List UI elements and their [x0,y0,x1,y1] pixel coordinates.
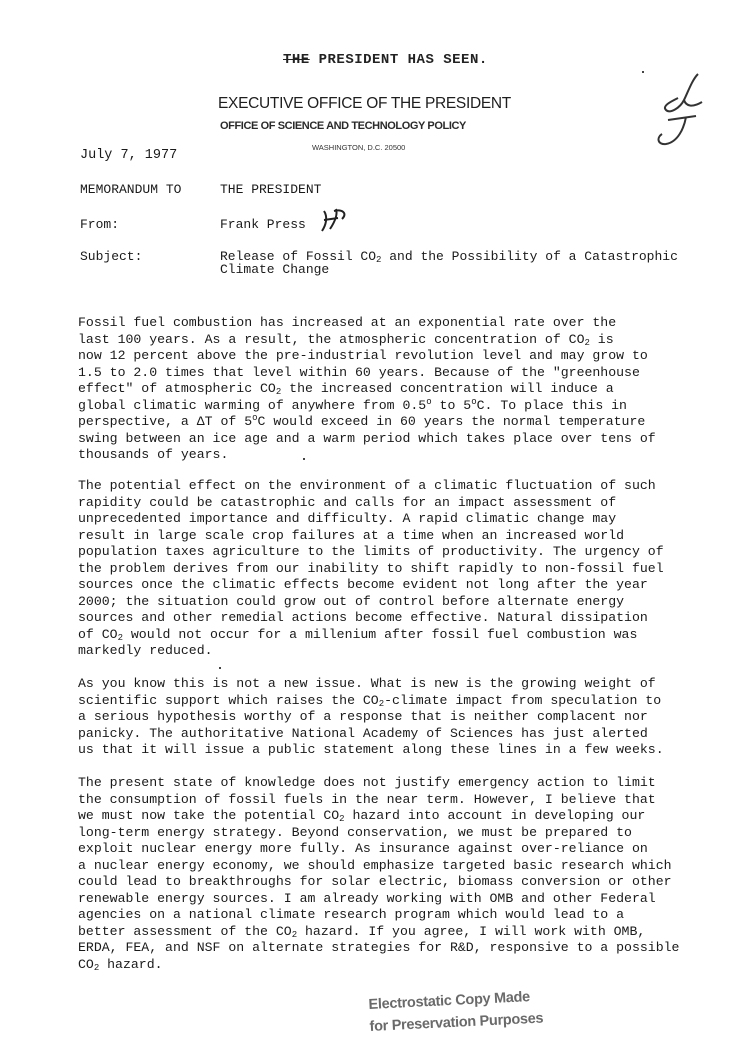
from-label: From: [80,217,120,232]
paragraph-2: The potential effect on the environment of a climatic fluctuation of such rapidity could be catastrophic and calls for an impact assessment of unprecedented importance and difficulty. A rapid climatic change may result in large scale crop failures at a time when an increased world population taxes agriculture to the limits of productivity. The urgency of the problem derives from our inability to shift rapidly to non-fossil fuel sources once the climatic effects become evident not long after the year 2000; the situation could grow out of control before alternate energy sources and other remedial actions become effective. Natural dissipation of $CO_2$ would not occur for a millenium after fossil fuel combustion was markedly reduced. [78,478,664,659]
paragraph-4: The present state of knowledge does not justify emergency action to limit the consumption of fossil fuels in the near term. However, I believe that we must now take the potential $CO_2$ hazard into account in developing our long-term energy strategy. Beyond conservation, we must be prepared to exploit nuclear energy more fully. As insurance against over-reliance on a nuclear energy economy, we should emphasize targeted basic research which could lead to breakthroughs for solar electric, biomass conversion or other renewable energy sources. I am already working with OMB and other Federal agencies on a national climate research program which would lead to a better assessment of the $CO_2$ hazard. If you agree, I will work with OMB, ERDA, FEA, and NSF on alternate strategies for R&D, responsive to a possible $CO_2$ hazard. [78,775,680,974]
preservation-line-1: Electrostatic Copy Made [368,989,531,1013]
subject-line-2: Climate Change [220,262,330,277]
stray-mark [303,458,305,460]
signature-initials-icon [318,207,354,233]
paragraph-3: As you know this is not a new issue. What is new is the growing weight of scientific support which raises the $CO_2$-climate impact from speculation to a serious hypothesis worthy of a response that is neither complacent nor panicky. The authoritative National Academy of Sciences has just alerted us that it will issue a public statement along these lines in a few weeks. [78,676,664,758]
stray-mark [642,71,644,73]
preservation-line-2: for Preservation Purposes [369,1010,544,1035]
stamp-struck-word: THE [283,52,310,68]
letterhead-title: EXECUTIVE OFFICE OF THE PRESIDENT [218,95,511,112]
letterhead-location: WASHINGTON, D.C. 20500 [312,143,406,152]
handwritten-initials-icon [648,70,708,155]
stray-mark [219,667,221,669]
subject-label: Subject: [80,249,143,264]
subject-line-1: Release of Fossil $CO_2$ and the Possibility of a Catastrophic [220,249,678,265]
stamp-text: PRESIDENT HAS SEEN. [318,52,488,68]
memo-date: July 7, 1977 [80,148,178,163]
president-has-seen-stamp [283,52,488,68]
preservation-stamp [368,986,544,1038]
memorandum-to-label: MEMORANDUM TO [80,182,182,197]
paragraph-1: Fossil fuel combustion has increased at an exponential rate over the last 100 years. As a result, the atmospheric concentration of $CO_2$ is now 12 percent above the pre-industrial revolution level and may grow to 1.5 to 2.0 times that level within 60 years. Because of the "greenhouse effect" of atmospheric $CO_2$ the increased concentration will induce a global climatic warming of anywhere from 0.5$^o$ to 5$^o$C. To place this in perspective, a ΔT of 5$^o$C would exceed in 60 years the normal temperature swing between an ice age and a warm period which takes place over tens of thousands of years. [78,315,656,463]
letterhead-office: OFFICE OF SCIENCE AND TECHNOLOGY POLICY [220,120,466,132]
from-value: Frank Press [220,217,306,232]
memorandum-to-value: THE PRESIDENT [220,182,322,197]
